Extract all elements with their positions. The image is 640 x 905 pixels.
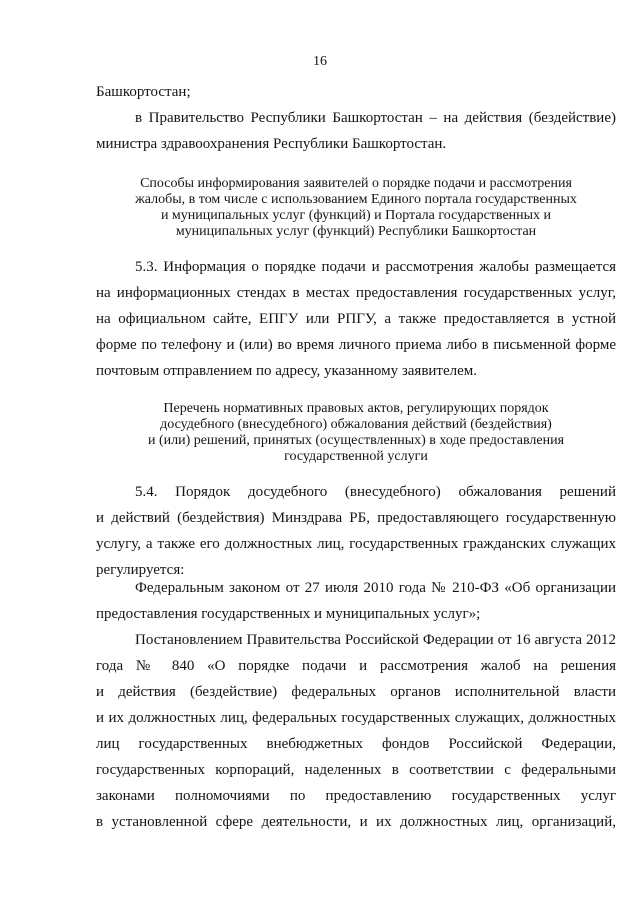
paragraph-line: государственных корпораций, наделенных в соответствии с федеральными [96,762,616,778]
paragraph-line: в установленной сфере деятельности, и их должностных лиц, организаций, [96,814,616,830]
heading-line: государственной услуги [284,449,428,464]
section-heading-complaint-info [96,176,616,240]
heading-line: Перечень нормативных правовых актов, регулирующих порядок [163,401,549,416]
paragraph-line: лиц государственных внебюджетных фондов Российской Федерации, [96,736,616,752]
paragraph-5-3 [96,254,616,384]
intro-line-2: в Правительство Республики Башкортостан – на действия (бездействие) [135,110,616,126]
paragraph-5-4 [96,479,616,583]
paragraph-line: на информационных стендах в местах предоставления государственных услуг, [96,285,616,301]
paragraph-line: предоставления государственных и муниципальных услуг»; [96,606,481,622]
paragraph-line: 5.4. Порядок досудебного (внесудебного) обжалования решений [135,484,616,500]
paragraph-line: года № 840 «О порядке подачи и рассмотрения жалоб на решения [96,658,616,674]
paragraph-line: 5.3. Информация о порядке подачи и рассмотрения жалобы размещается [135,259,616,275]
heading-line: и муниципальных услуг (функций) и Портала государственных и [160,208,552,223]
page-number: 16 [313,54,327,69]
heading-line: муниципальных услуг (функций) Республики Башкортостан [175,224,537,239]
paragraph-line: услугу, а также его должностных лиц, государственных гражданских служащих [96,536,616,552]
intro-line-3: министра здравоохранения Республики Башкортостан. [96,136,447,152]
section-heading-regulations [96,401,616,465]
heading-line: жалобы, в том числе с использованием Единого портала государственных [135,192,577,207]
paragraph-line: законами полномочиями по предоставлению государственных услуг [96,788,616,804]
paragraph-line: Постановлением Правительства Российской Федерации от 16 августа 2012 [135,632,616,648]
paragraph-federal-law [96,575,616,627]
heading-line: и (или) решений, принятых (осуществленных) в ходе предоставления [147,433,565,448]
heading-line: досудебного (внесудебного) обжалования действий (бездействия) [160,417,552,432]
paragraph-line: почтовым отправлением по адресу, указанному заявителем. [96,363,478,379]
paragraph-line: и действий (бездействия) Минздрава РБ, предоставляющего государственную [96,510,616,526]
intro-block [96,79,616,157]
paragraph-line: на официальном сайте, ЕПГУ или РПГУ, а также предоставляется в устной [96,311,616,327]
paragraph-government-resolution [96,627,616,835]
paragraph-line: Федеральным законом от 27 июля 2010 года № 210-ФЗ «Об организации [135,580,616,596]
paragraph-line: форме по телефону и (или) во время личного приема либо в письменной форме [96,337,616,353]
paragraph-line: и их должностных лиц, федеральных государственных служащих, должностных [96,710,616,726]
heading-line: Способы информирования заявителей о порядке подачи и рассмотрения [140,176,572,191]
paragraph-line: и действия (бездействие) федеральных органов исполнительной власти [96,684,616,700]
intro-line-1: Башкортостан; [96,84,191,100]
paragraph-line: регулируется: [96,562,185,578]
